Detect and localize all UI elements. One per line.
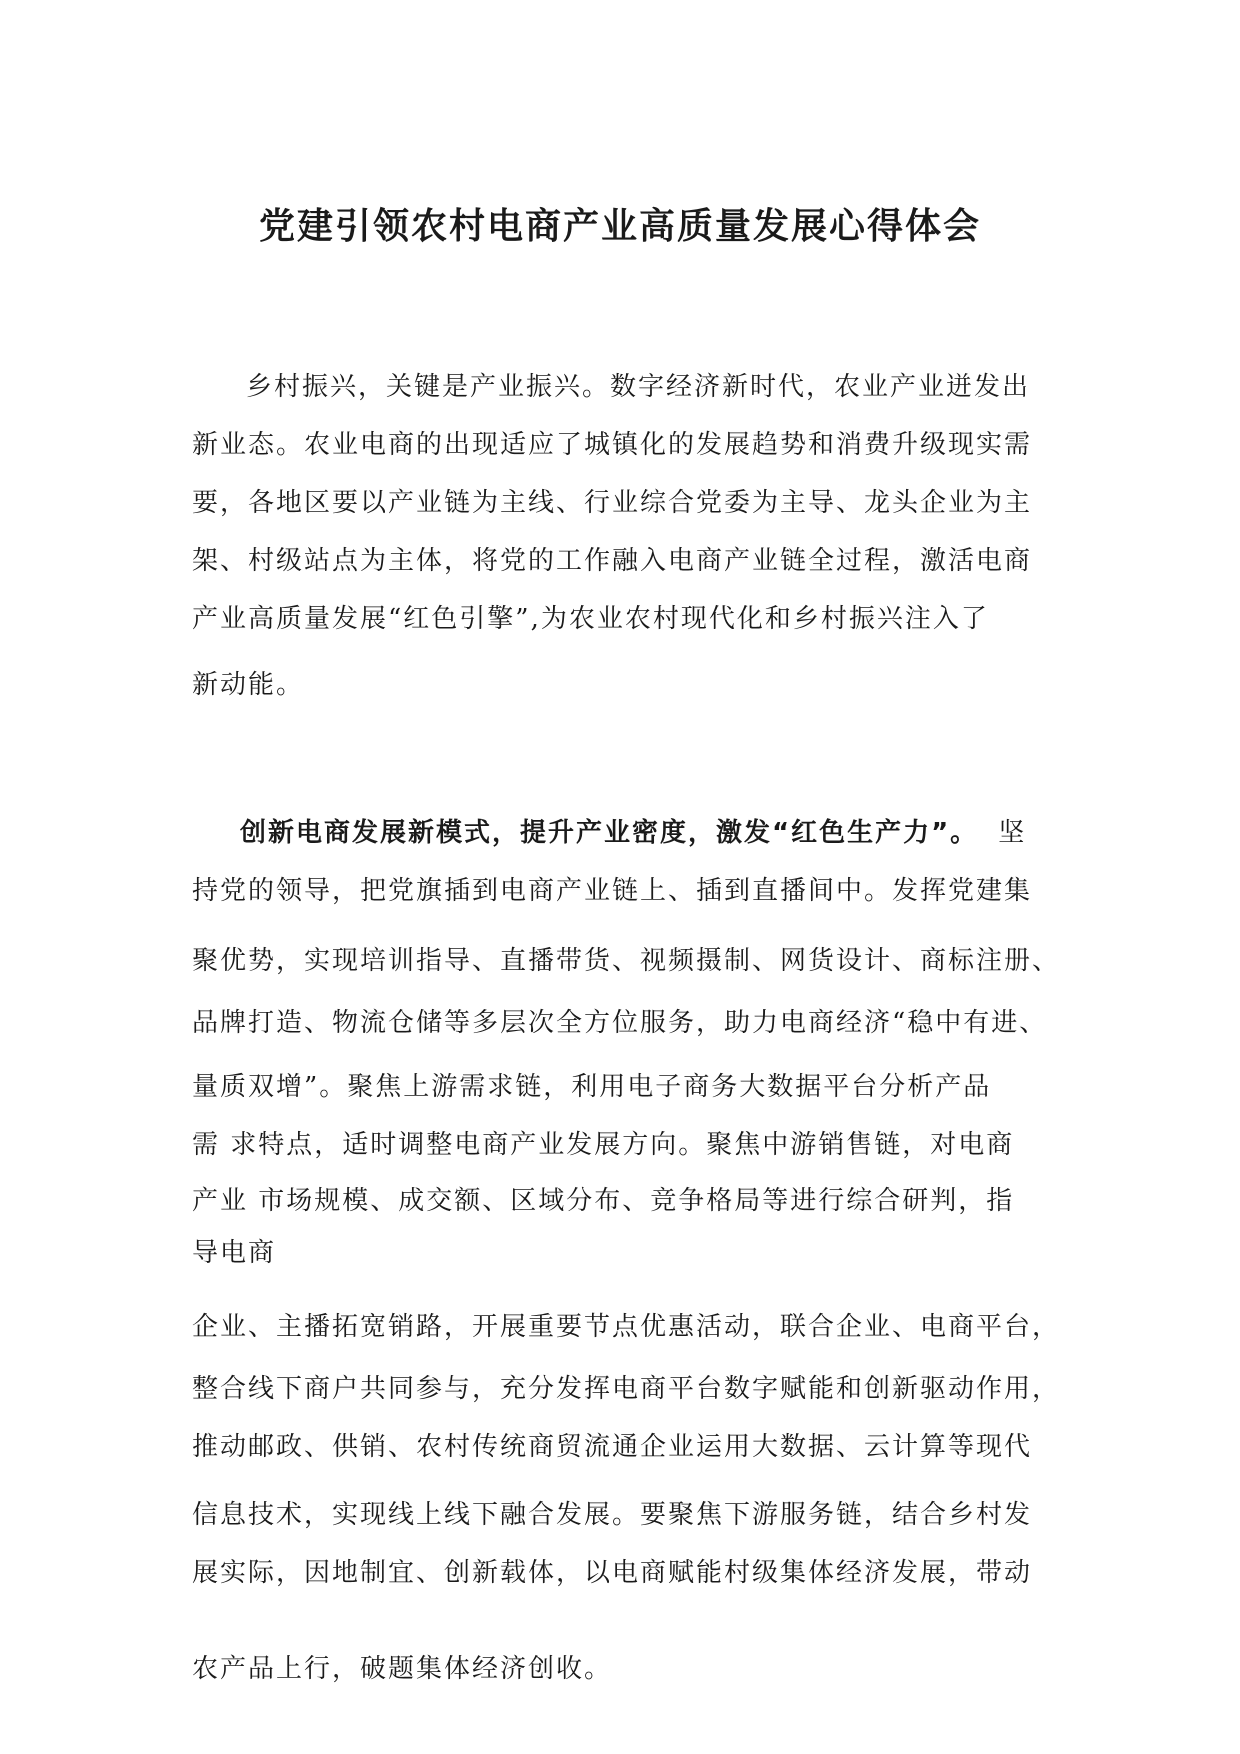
paragraph-line: 企业、主播拓宽销路，开展重要节点优惠活动，联合企业、电商平台，	[192, 1312, 1061, 1342]
section-heading: 创新电商发展新模式，提升产业密度，激发“红色生产力”。	[240, 818, 979, 848]
section-heading-tail: 坚	[998, 818, 1027, 848]
paragraph-line: 乡村振兴，关键是产业振兴。数字经济新时代，农业产业迸发出	[246, 372, 1031, 402]
paragraph-line: 展实际，因地制宜、创新载体，以电商赋能村级集体经济发展，带动	[192, 1558, 1033, 1588]
paragraph-line: 推动邮政、供销、农村传统商贸流通企业运用大数据、云计算等现代	[192, 1432, 1033, 1462]
document-title: 党建引领农村电商产业高质量发展心得体会	[258, 206, 981, 247]
paragraph-line: 农产品上行，破题集体经济创收。	[192, 1654, 613, 1684]
paragraph-line: 整合线下商户共同参与，充分发挥电商平台数字赋能和创新驱动作用，	[192, 1374, 1061, 1404]
paragraph-line: 新业态。农业电商的出现适应了城镇化的发展趋势和消费升级现实需	[192, 430, 1033, 460]
section-heading-line	[240, 812, 1026, 849]
paragraph-line: 要，各地区要以产业链为主线、行业综合党委为主导、龙头企业为主	[192, 488, 1033, 518]
paragraph-line: 量质双增”。聚焦上游需求链，利用电子商务大数据平台分析产品	[192, 1072, 992, 1102]
paragraph-line: 产业高质量发展“红色引擎”,为农业农村现代化和乡村振兴注入了	[192, 604, 989, 634]
paragraph-line: 新动能。	[192, 670, 305, 700]
paragraph-line: 导电商	[192, 1238, 277, 1268]
paragraph-line: 架、村级站点为主体，将党的工作融入电商产业链全过程，激活电商	[192, 546, 1033, 576]
paragraph-line: 品牌打造、物流仓储等多层次全方位服务，助力电商经济“稳中有进、	[192, 1008, 1048, 1038]
paragraph-line: 信息技术，实现线上线下融合发展。要聚焦下游服务链，结合乡村发	[192, 1500, 1033, 1530]
paragraph-line: 产业 市场规模、成交额、区域分布、竞争格局等进行综合研判，指	[192, 1186, 1015, 1216]
paragraph-line: 聚优势，实现培训指导、直播带货、视频摄制、网货设计、商标注册、	[192, 946, 1061, 976]
paragraph-line: 持党的领导，把党旗插到电商产业链上、插到直播间中。发挥党建集	[192, 876, 1033, 906]
paragraph-line: 需 求特点，适时调整电商产业发展方向。聚焦中游销售链，对电商	[192, 1130, 1015, 1160]
